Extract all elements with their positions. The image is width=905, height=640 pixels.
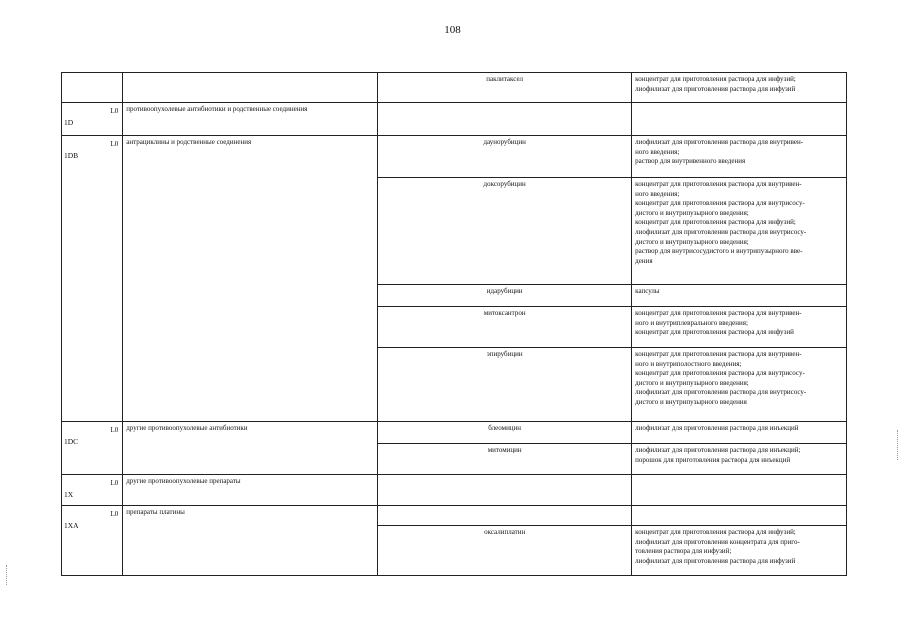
- atc-code-cell: [62, 475, 123, 506]
- drug-name-cell: доксорубицин: [378, 178, 632, 285]
- medication-table: [61, 72, 847, 576]
- atc-code: 1D: [64, 118, 74, 127]
- dosage-form: лиофилизат для приготовления раствора для внутрисосу-: [635, 388, 807, 397]
- dosage-form: ного и внутриполостного введения;: [635, 359, 742, 368]
- dosage-form: концентрат для приготовления раствора для внутривен-: [635, 180, 802, 188]
- dosage-forms-cell: [632, 178, 847, 285]
- atc-level: L0: [110, 107, 119, 115]
- drug-name-cell: эпирубицин: [378, 348, 632, 422]
- dosage-form: лиофилизат для приготовления раствора для инфузий: [635, 556, 796, 565]
- dosage-form: товления раствора для инфузий;: [635, 547, 732, 556]
- dosage-forms-cell: [632, 422, 847, 444]
- group-name-cell: другие противоопухолевые препараты: [123, 475, 378, 506]
- atc-code-cell: [62, 506, 123, 576]
- dosage-form: лиофилизат для приготовления раствора для инъекций;: [635, 446, 801, 454]
- dosage-form: капсулы: [635, 287, 660, 295]
- dosage-form: лиофилизат для приготовления раствора для инъекций: [635, 424, 799, 432]
- dosage-form: дения: [635, 256, 653, 265]
- dosage-form: ного введения;: [635, 189, 680, 198]
- dosage-form: дистого и внутрипузырного введения;: [635, 378, 749, 387]
- dosage-form: дистого и внутрипузырного введения: [635, 397, 747, 406]
- dosage-form: концентрат для приготовления раствора для инфузий;: [635, 75, 796, 83]
- dosage-form: порошок для приготовления раствора для инъекций: [635, 455, 791, 464]
- atc-code: 1XA: [64, 521, 79, 530]
- scan-margin-mark-left: [6, 565, 9, 585]
- dosage-form: ного введения;: [635, 147, 680, 156]
- drug-name-cell: оксалиплатин: [378, 526, 632, 576]
- dosage-form: концентрат для приготовления раствора для инфузий;: [635, 528, 796, 536]
- dosage-form: лиофилизат для приготовления концентрата для приго-: [635, 537, 800, 546]
- drug-name-cell: [378, 506, 632, 526]
- dosage-form: концентрат для приготовления раствора для внутрисосу-: [635, 199, 805, 208]
- atc-code: 1DC: [64, 437, 79, 446]
- dosage-form: концентрат для приготовления раствора для внутривен-: [635, 309, 802, 317]
- page-number: 108: [444, 24, 461, 36]
- dosage-form: концентрат для приготовления раствора для инфузий: [635, 328, 794, 337]
- group-name-cell: противоопухолевые антибиотики и родственные соединения: [123, 103, 378, 136]
- table-row: [62, 475, 847, 506]
- dosage-forms-cell: [632, 348, 847, 422]
- atc-code: 1DB: [64, 151, 79, 160]
- dosage-form: лиофилизат для приготовления раствора для инфузий: [635, 84, 796, 93]
- dosage-forms-cell: [632, 526, 847, 576]
- dosage-forms-cell: [632, 475, 847, 506]
- drug-name-cell: идарубицин: [378, 285, 632, 307]
- dosage-form: раствор для внутрисосудистого и внутрипузырного вве-: [635, 247, 803, 256]
- table-row: [62, 136, 847, 178]
- dosage-form: концентрат для приготовления раствора для внутрисосу-: [635, 369, 805, 378]
- group-name-cell: препараты платины: [123, 506, 378, 576]
- dosage-forms-cell: [632, 307, 847, 348]
- dosage-form: концентрат для приготовления раствора для инфузий;: [635, 218, 796, 227]
- dosage-form: дистого и внутрипузырного введения;: [635, 208, 749, 217]
- group-name-cell: [123, 73, 378, 103]
- group-name-cell: антрациклины и родственные соединения: [123, 136, 378, 422]
- dosage-form: лиофилизат для приготовления раствора для внутрисосу-: [635, 227, 807, 236]
- scan-margin-mark-right: [897, 430, 900, 460]
- dosage-forms-cell: [632, 136, 847, 178]
- dosage-form: раствор для внутривенного введения: [635, 157, 746, 166]
- table-row: [62, 422, 847, 444]
- atc-code-cell: [62, 73, 123, 103]
- dosage-form: лиофилизат для приготовления раствора для внутривен-: [635, 138, 804, 146]
- drug-name-cell: [378, 475, 632, 506]
- drug-name-cell: [378, 103, 632, 136]
- table-row: [62, 103, 847, 136]
- drug-name-cell: блеомицин: [378, 422, 632, 444]
- drug-name-cell: митомицин: [378, 444, 632, 475]
- dosage-forms-cell: [632, 506, 847, 526]
- atc-code-cell: [62, 103, 123, 136]
- drug-name-cell: митоксантрон: [378, 307, 632, 348]
- atc-level: L0: [110, 510, 119, 518]
- dosage-form: дистого и внутрипузырного введения;: [635, 237, 749, 246]
- group-name-cell: другие противоопухолевые антибиотики: [123, 422, 378, 475]
- dosage-forms-cell: [632, 285, 847, 307]
- atc-level: L0: [110, 140, 119, 148]
- drug-name-cell: даунорубицин: [378, 136, 632, 178]
- atc-code-cell: [62, 422, 123, 475]
- dosage-forms-cell: [632, 73, 847, 103]
- table-row: [62, 73, 847, 103]
- atc-level: L0: [110, 426, 119, 434]
- dosage-forms-cell: [632, 444, 847, 475]
- table-row: [62, 506, 847, 526]
- atc-code: 1X: [64, 490, 74, 499]
- drug-name-cell: паклитаксел: [378, 73, 632, 103]
- atc-code-cell: [62, 136, 123, 422]
- dosage-form: ного и внутриплеврального введения;: [635, 318, 748, 327]
- atc-level: L0: [110, 479, 119, 487]
- dosage-form: концентрат для приготовления раствора для внутривен-: [635, 350, 802, 358]
- dosage-forms-cell: [632, 103, 847, 136]
